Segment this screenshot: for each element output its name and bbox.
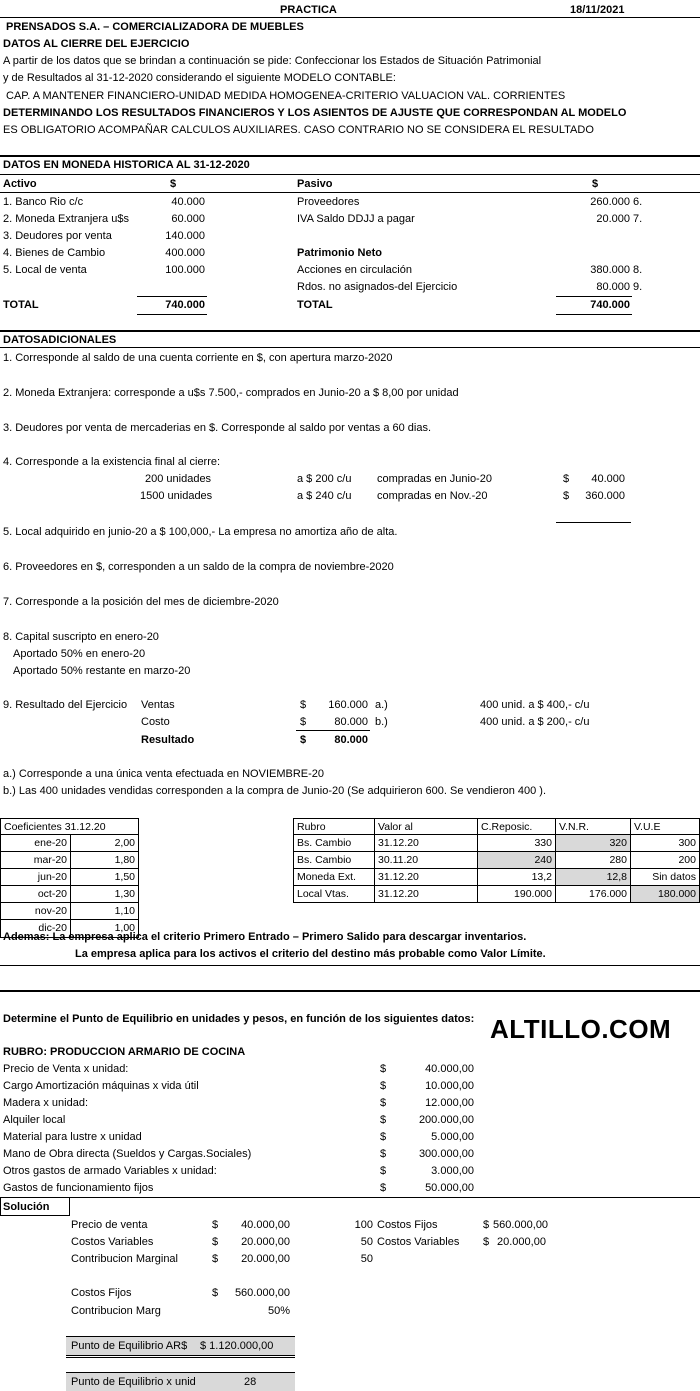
cost-item-value: 40.000,00 — [425, 1063, 474, 1075]
total-rule — [296, 730, 370, 731]
cf2-cur: $ — [212, 1287, 219, 1299]
rubros-cell: 330 — [477, 834, 556, 852]
cmg-value: 50% — [267, 1305, 290, 1317]
cm-cur: $ — [212, 1253, 219, 1265]
ademas-line: Ademas: La empresa aplica el criterio Primero Entrado – Primero Salido para descargar inventarios. — [3, 931, 527, 943]
divider — [0, 192, 700, 193]
sheet-date: 18/11/2021 — [570, 4, 625, 16]
cf-cur: $ — [483, 1219, 490, 1231]
note-ref: 8. — [633, 264, 643, 276]
cost-item-cur: $ — [380, 1131, 387, 1143]
costo-value: 80.000 — [334, 716, 368, 728]
cf-value: 560.000,00 — [493, 1219, 549, 1231]
divider — [0, 965, 700, 966]
divider — [0, 347, 700, 348]
note-8: 8. Capital suscripto en enero-20 — [3, 631, 159, 643]
rubros-header: Valor al — [374, 818, 478, 835]
col-pesos: $ — [170, 178, 177, 190]
col-activo: Activo — [3, 178, 37, 190]
activo-value: 40.000 — [171, 196, 205, 208]
coef-month: nov-20 — [0, 902, 71, 920]
total-rule — [556, 296, 632, 297]
rubros-cell-highlight: 12,8 — [555, 868, 631, 886]
cost-item-cur: $ — [380, 1182, 387, 1194]
col-pasivo: Pasivo — [297, 178, 333, 190]
total-rule — [66, 1357, 295, 1358]
pasivo-label: IVA Saldo DDJJ a pagar — [297, 213, 415, 225]
pe-unid-value: 28 — [244, 1376, 257, 1388]
rubros-cell: 200 — [630, 851, 700, 869]
cost-item-cur: $ — [380, 1080, 387, 1092]
rubro-title: RUBRO: PRODUCCION ARMARIO DE COCINA — [3, 1046, 246, 1058]
altillo-brand-logo: ALTILLO.COM — [490, 1014, 672, 1044]
ademas-line: La empresa aplica para los activos el criterio del destino más probable como Valor Límite. — [75, 948, 546, 960]
pe-pesos-label: Punto de Equilibrio AR$ — [71, 1340, 188, 1352]
company-name: PRENSADOS S.A. – COMERCIALIZADORA DE MUEBLES — [6, 21, 304, 33]
total-rule — [137, 296, 207, 297]
costo-note: 400 unid. a $ 200,- c/u — [480, 716, 590, 728]
rubros-cell: Bs. Cambio — [293, 851, 375, 869]
sheet-title: PRACTICA — [280, 4, 337, 16]
pe-unid-label: Punto de Equilibrio x unid — [71, 1376, 196, 1388]
rubros-cell: 31.12.20 — [374, 885, 478, 903]
cmg-label: Contribucion Marg — [71, 1305, 161, 1317]
rubros-cell-highlight: 320 — [555, 834, 631, 852]
rubros-cell: 300 — [630, 834, 700, 852]
ventas-label: Ventas — [141, 699, 175, 711]
divider — [0, 1197, 700, 1198]
pv-label: Precio de venta — [71, 1219, 148, 1231]
resultado-cur: $ — [300, 734, 307, 746]
note-b: b.) Las 400 unidades vendidas corresponden a la compra de Junio-20 (Se adquirieron 600. Se vendieron 400 ). — [3, 785, 547, 797]
rubros-cell: 190.000 — [477, 885, 556, 903]
stock-value: 360.000 — [585, 490, 625, 502]
cost-item-cur: $ — [380, 1148, 387, 1160]
coef-value: 1,80 — [70, 851, 139, 869]
rubros-cell-highlight: 180.000 — [630, 885, 700, 903]
note-3: 3. Deudores por venta de mercaderias en $. Corresponde al saldo por ventas a 60 dias. — [3, 422, 432, 434]
stock-desc: compradas en Nov.-20 — [377, 490, 488, 502]
note-6: 6. Proveedores en $, corresponden a un saldo de la compra de noviembre-2020 — [3, 561, 394, 573]
stock-qty: 1500 unidades — [140, 490, 213, 502]
total-label: TOTAL — [297, 299, 333, 311]
stock-qty: 200 unidades — [145, 473, 212, 485]
pe-pesos-value: $ 1.120.000,00 — [200, 1340, 274, 1352]
note-1: 1. Corresponde al saldo de una cuenta corriente en $, con apertura marzo-2020 — [3, 352, 393, 364]
ventas-value: 160.000 — [328, 699, 368, 711]
coef-header: Coeficientes 31.12.20 — [0, 818, 139, 835]
pv-cur: $ — [212, 1219, 219, 1231]
cost-item-label: Madera x unidad: — [3, 1097, 88, 1109]
coef-value: 2,00 — [70, 834, 139, 852]
cost-item-label: Mano de Obra directa (Sueldos y Cargas.Sociales) — [3, 1148, 252, 1160]
cost-item-cur: $ — [380, 1097, 387, 1109]
total-rule — [556, 522, 631, 523]
rubros-header: C.Reposic. — [477, 818, 556, 835]
note-ref: 7. — [633, 213, 643, 225]
coef-month: jun-20 — [0, 868, 71, 886]
coef-value: 1,30 — [70, 885, 139, 903]
rubros-cell: Local Vtas. — [293, 885, 375, 903]
instructions-line: A partir de los datos que se brindan a continuación se pide: Confeccionar los Estados de Situación Patrimonial — [3, 55, 542, 67]
cost-item-cur: $ — [380, 1165, 387, 1177]
cost-item-value: 5.000,00 — [431, 1131, 474, 1143]
pn-label: Rdos. no asignados-del Ejercicio — [297, 281, 458, 293]
rubros-header: V.N.R. — [555, 818, 631, 835]
pn-title: Patrimonio Neto — [297, 247, 382, 259]
adicionales-title: DATOSADICIONALES — [3, 334, 117, 346]
rubros-cell: Sin datos — [630, 868, 700, 886]
rubros-cell: 176.000 — [555, 885, 631, 903]
pn-value: 380.000 — [590, 264, 630, 276]
cm-qty: 50 — [360, 1253, 373, 1265]
cf2-label: Costos Fijos — [71, 1287, 132, 1299]
resultado-label: Resultado — [141, 734, 195, 746]
solucion-title: Solución — [3, 1201, 50, 1213]
note-9: 9. Resultado del Ejercicio — [3, 699, 128, 711]
pn-value: 80.000 — [596, 281, 630, 293]
coef-month: mar-20 — [0, 851, 71, 869]
activo-value: 400.000 — [165, 247, 205, 259]
cost-item-value: 10.000,00 — [425, 1080, 474, 1092]
total-rule — [137, 314, 207, 315]
coef-value: 1,10 — [70, 902, 139, 920]
note-2: 2. Moneda Extranjera: corresponde a u$s 7.500,- comprados en Junio-20 a $ 8,00 por unidad — [3, 387, 459, 399]
ventas-cur: $ — [300, 699, 307, 711]
note-4: 4. Corresponde a la existencia final al cierre: — [3, 456, 221, 468]
pasivo-value: 260.000 — [590, 196, 630, 208]
cost-item-value: 50.000,00 — [425, 1182, 474, 1194]
divider — [0, 990, 700, 992]
balance-title: DATOS EN MONEDA HISTORICA AL 31-12-2020 — [3, 159, 250, 171]
pv-value: 40.000,00 — [241, 1219, 290, 1231]
stock-price: a $ 240 c/u — [297, 490, 352, 502]
divider — [0, 17, 700, 18]
stock-cur: $ — [563, 473, 570, 485]
cm-value: 20.000,00 — [241, 1253, 290, 1265]
activo-value: 140.000 — [165, 230, 205, 242]
divider — [0, 330, 700, 332]
note-7: 7. Corresponde a la posición del mes de diciembre-2020 — [3, 596, 279, 608]
section-heading: DATOS AL CIERRE DEL EJERCICIO — [3, 38, 190, 50]
cv2-label: Costos Variables — [377, 1236, 460, 1248]
note-8-detail: Aportado 50% en enero-20 — [13, 648, 146, 660]
cv-value: 20.000,00 — [241, 1236, 290, 1248]
costo-ref: b.) — [375, 716, 388, 728]
costo-label: Costo — [141, 716, 170, 728]
rubros-cell: 13,2 — [477, 868, 556, 886]
col-pesos: $ — [592, 178, 599, 190]
rubros-cell: 31.12.20 — [374, 834, 478, 852]
model-line: DETERMINANDO LOS RESULTADOS FINANCIEROS Y LOS ASIENTOS DE AJUSTE QUE CORRESPONDAN AL MODELO — [3, 107, 627, 119]
note-8-detail: Aportado 50% restante en marzo-20 — [13, 665, 191, 677]
rubros-cell: Bs. Cambio — [293, 834, 375, 852]
cost-item-value: 200.000,00 — [418, 1114, 474, 1126]
divider — [0, 155, 700, 157]
cost-item-label: Cargo Amortización máquinas x vida útil — [3, 1080, 199, 1092]
rubros-cell: 280 — [555, 851, 631, 869]
cf2-value: 560.000,00 — [234, 1287, 290, 1299]
costo-cur: $ — [300, 716, 307, 728]
stock-desc: compradas en Junio-20 — [377, 473, 492, 485]
note-5: 5. Local adquirido en junio-20 a $ 100,000,- La empresa no amortiza año de alta. — [3, 526, 398, 538]
activo-label: 5. Local de venta — [3, 264, 87, 276]
stock-cur: $ — [563, 490, 570, 502]
activo-value: 100.000 — [165, 264, 205, 276]
rubros-header: Rubro — [293, 818, 375, 835]
cost-item-value: 12.000,00 — [425, 1097, 474, 1109]
cost-item-cur: $ — [380, 1114, 387, 1126]
total-activo: 740.000 — [165, 299, 205, 311]
ventas-ref: a.) — [375, 699, 388, 711]
total-rule — [66, 1355, 295, 1356]
total-label: TOTAL — [3, 299, 39, 311]
coef-value: 1,00 — [70, 919, 139, 938]
cm-label: Contribucion Marginal — [71, 1253, 178, 1265]
note-ref: 9. — [633, 281, 643, 293]
rubros-cell: Moneda Ext. — [293, 868, 375, 886]
activo-label: 1. Banco Rio c/c — [3, 196, 84, 208]
cv2-value: 20.000,00 — [497, 1236, 546, 1248]
cost-item-label: Alquiler local — [3, 1114, 66, 1126]
solucion-box — [0, 1197, 70, 1216]
pv-qty: 100 — [354, 1219, 373, 1231]
total-pasivo: 740.000 — [590, 299, 630, 311]
activo-label: 2. Moneda Extranjera u$s — [3, 213, 129, 225]
instructions-line: y de Resultados al 31-12-2020 considerando el siguiente MODELO CONTABLE: — [3, 72, 396, 84]
cv-label: Costos Variables — [71, 1236, 154, 1248]
coef-month: dic-20 — [0, 919, 71, 938]
activo-label: 4. Bienes de Cambio — [3, 247, 106, 259]
divider — [0, 174, 700, 175]
activo-label: 3. Deudores por venta — [3, 230, 112, 242]
cost-item-label: Material para lustre x unidad — [3, 1131, 142, 1143]
coef-month: ene-20 — [0, 834, 71, 852]
note-ref: 6. — [633, 196, 643, 208]
pasivo-label: Proveedores — [297, 196, 360, 208]
cv2-cur: $ — [483, 1236, 490, 1248]
cost-item-label: Otros gastos de armado Variables x unidad: — [3, 1165, 217, 1177]
rubros-cell-highlight: 240 — [477, 851, 556, 869]
resultado-value: 80.000 — [334, 734, 368, 746]
ventas-note: 400 unid. a $ 400,- c/u — [480, 699, 590, 711]
warning-line: ES OBLIGATORIO ACOMPAÑAR CALCULOS AUXILIARES. CASO CONTRARIO NO SE CONSIDERA EL RESULTADO — [3, 124, 594, 136]
stock-value: 40.000 — [591, 473, 625, 485]
rubros-header: V.U.E — [630, 818, 700, 835]
note-a: a.) Corresponde a una única venta efectuada en NOVIEMBRE-20 — [3, 768, 325, 780]
stock-price: a $ 200 c/u — [297, 473, 352, 485]
coef-month: oct-20 — [0, 885, 71, 903]
cost-item-value: 3.000,00 — [431, 1165, 474, 1177]
cost-item-label: Gastos de funcionamiento fijos — [3, 1182, 154, 1194]
pn-label: Acciones en circulación — [297, 264, 412, 276]
cv-qty: 50 — [360, 1236, 373, 1248]
total-rule — [556, 314, 632, 315]
cf-label: Costos Fijos — [377, 1219, 438, 1231]
activo-value: 60.000 — [171, 213, 205, 225]
pasivo-value: 20.000 — [596, 213, 630, 225]
model-line: CAP. A MANTENER FINANCIERO-UNIDAD MEDIDA HOMOGENEA-CRITERIO VALUACION VAL. CORRIENTES — [6, 90, 566, 102]
cost-item-label: Precio de Venta x unidad: — [3, 1063, 129, 1075]
equilibrio-title: Determine el Punto de Equilibrio en unidades y pesos, en función de los siguientes datos: — [3, 1013, 475, 1025]
cost-item-cur: $ — [380, 1063, 387, 1075]
rubros-cell: 30.11.20 — [374, 851, 478, 869]
coef-value: 1,50 — [70, 868, 139, 886]
cost-item-value: 300.000,00 — [418, 1148, 474, 1160]
rubros-cell: 31.12.20 — [374, 868, 478, 886]
cv-cur: $ — [212, 1236, 219, 1248]
